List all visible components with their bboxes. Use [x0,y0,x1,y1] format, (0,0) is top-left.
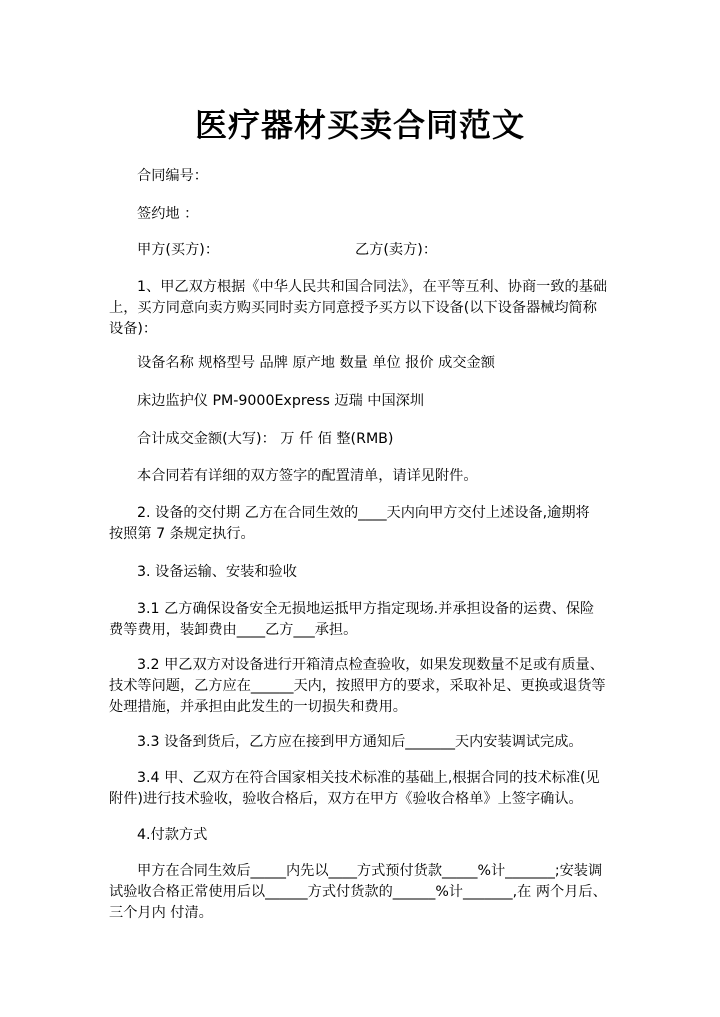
clause-3-4-line: 3.4 甲、乙双方在符合国家相关技术标准的基础上,根据合同的技术标准(见 [137,770,600,786]
clause-3-heading: 3. 设备运输、安装和验收 [137,564,297,580]
contract-number-label: 合同编号： [137,168,208,184]
clause-1-line: 1、甲乙双方根据《中华人民共和国合同法》，在平等互利、协商一致的基础 [137,279,608,295]
total-amount-label: 合计成交金额(大写)： 万 仟 佰 整(RMB) [137,431,394,447]
attachment-note: 本合同若有详细的双方签字的配置清单，请详见附件。 [137,468,478,484]
clause-4-line: 三个月内 付清。 [109,905,213,921]
clause-2-line: 按照第 7 条规定执行。 [109,526,255,542]
clause-3-4 [109,768,615,810]
document-title: 医疗器材买卖合同范文 [194,106,525,144]
clause-1-line: 设备)： [109,321,158,337]
clause-3-2 [109,655,615,718]
clause-4-line: 试验收合格正常使用后以______方式付货款的______%计_______,在 两个月后、 [109,884,607,900]
clause-3-4-line: 附件)进行技术验收，验收合格后，双方在甲方《验收合格单》上签字确认。 [109,791,583,807]
clause-2 [109,503,615,545]
clause-2-line: 2. 设备的交付期 乙方在合同生效的____天内向甲方交付上述设备,逾期将 [137,505,590,521]
clause-4-heading: 4.付款方式 [137,827,208,843]
clause-3-1-line: 3.1 乙方确保设备安全无损地运抵甲方指定现场.并承担设备的运费、保险 [137,601,595,617]
equipment-table-row: 床边监护仪 PM-9000Express 迈瑞 中国深圳 [137,393,425,409]
clause-3-2-line: 3.2 甲乙双方对设备进行开箱清点检查验收，如果发现数量不足或有质量、 [137,657,604,673]
clause-3-3 [109,732,615,753]
clause-3-1 [109,599,615,641]
party-a-label: 甲方(买方)： [137,242,220,258]
equipment-table-header: 设备名称 规格型号 品牌 原产地 数量 单位 报价 成交金额 [137,355,495,371]
parties-row [109,240,643,261]
signing-place-label: 签约地 ： [137,206,199,222]
clause-1-line: 上，买方同意向卖方购买同时卖方同意授予买方以下设备(以下设备器械均简称 [109,300,597,316]
clause-1 [109,277,615,340]
clause-3-1-line: 费等费用，装卸费由____乙方___承担。 [109,622,358,638]
clause-3-2-line: 技术等问题，乙方应在______天内，按照甲方的要求，采取补足、更换或退货等 [109,678,606,694]
clause-3-3-line: 3.3 设备到货后，乙方应在接到甲方通知后_______天内安装调试完成。 [137,734,583,750]
clause-4 [109,861,615,924]
party-b-label: 乙方(卖方)： [355,242,438,258]
clause-3-2-line: 处理措施，并承担由此发生的一切损失和费用。 [109,699,407,715]
clause-4-line: 甲方在合同生效后_____内先以____方式预付货款_____%计_______;安装调 [137,863,603,879]
